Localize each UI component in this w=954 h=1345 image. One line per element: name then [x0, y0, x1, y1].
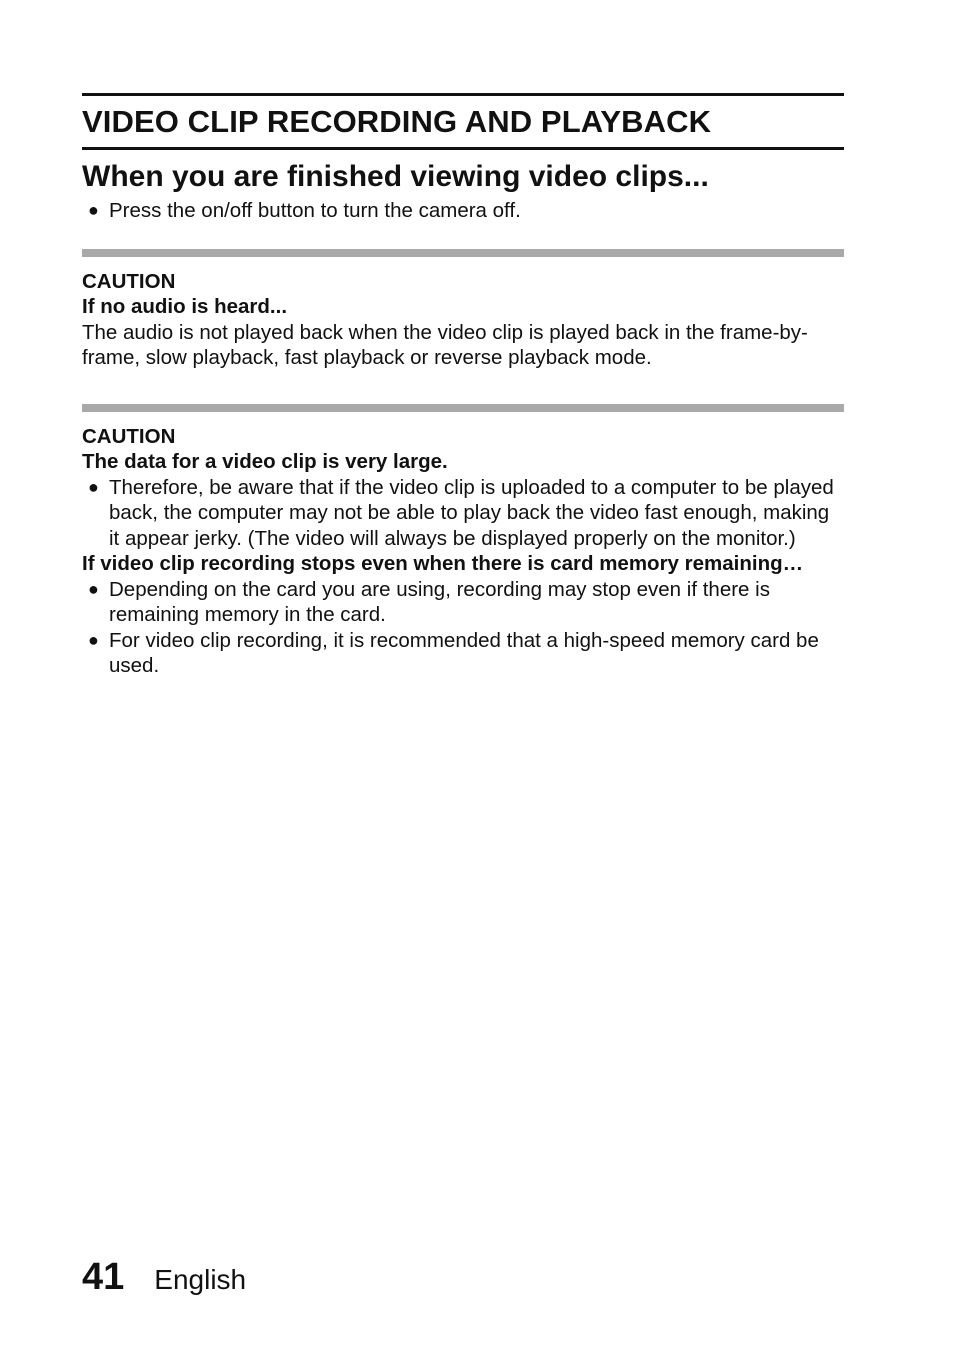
section-title: VIDEO CLIP RECORDING AND PLAYBACK	[82, 104, 712, 139]
bullet-icon: ●	[88, 476, 99, 497]
page-footer	[82, 1258, 246, 1296]
caution-block-data	[82, 404, 844, 679]
bullet-icon: ●	[88, 578, 99, 599]
page-number: 41	[82, 1256, 125, 1298]
caution-heading: The data for a video clip is very large.	[82, 450, 448, 473]
list-item	[82, 577, 844, 628]
caution-heading: If no audio is heard...	[82, 295, 288, 318]
caution-block-audio	[82, 249, 844, 371]
caution-bar	[82, 404, 844, 412]
caution-list	[82, 577, 844, 679]
language-label: English	[154, 1264, 247, 1295]
list-item	[82, 628, 844, 679]
list-item-text: Press the on/off button to turn the camera off.	[109, 199, 521, 222]
list-item	[82, 198, 844, 224]
caution-heading: If video clip recording stops even when there is card memory remaining…	[82, 552, 804, 575]
section-bottom-rule	[82, 147, 844, 150]
list-item-text: Depending on the card you are using, recording may stop even if there is remaining memory in the card.	[109, 577, 770, 626]
bullet-icon: ●	[88, 629, 99, 650]
caution-list	[82, 475, 844, 552]
caution-bar	[82, 249, 844, 257]
finished-viewing-heading: When you are finished viewing video clips...	[82, 160, 709, 193]
manual-page	[82, 93, 844, 679]
list-item	[82, 475, 844, 552]
caution-label: CAUTION	[82, 424, 176, 448]
list-item-text: Therefore, be aware that if the video clip is uploaded to a computer to be played back, the computer may not be able to play back the video fast enough, making it appear jerky. (The video will always be displayed properly on the monitor.)	[109, 475, 834, 550]
caution-text: The audio is not played back when the video clip is played back in the frame-by-frame, slow playback, fast playback or reverse playback mode.	[82, 320, 808, 369]
caution-label: CAUTION	[82, 269, 176, 293]
bullet-icon: ●	[88, 200, 99, 220]
list-item-text: For video clip recording, it is recommended that a high-speed memory card be used.	[109, 628, 819, 677]
finished-viewing-list	[82, 198, 844, 224]
